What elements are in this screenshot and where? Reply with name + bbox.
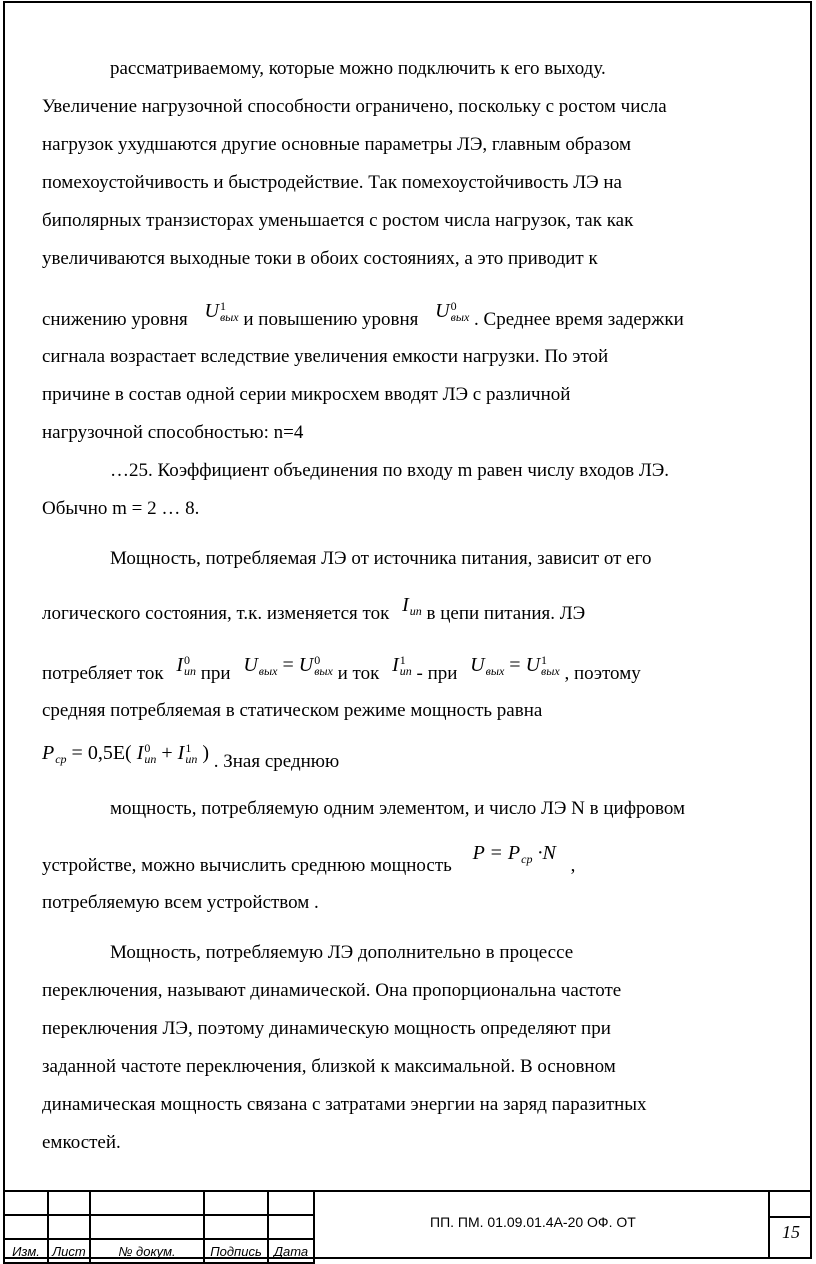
formula-uout-eq-u0: U вых = U 0 вых	[243, 653, 333, 679]
text-line: увеличиваются выходные токи в обоих состояниях, а это приводит к	[42, 248, 598, 269]
text-fragment: ,	[570, 855, 576, 876]
title-block	[3, 1190, 812, 1259]
text-line: рассматриваемому, которые можно подключить к его выходу.	[110, 58, 606, 79]
formula-u1-out: U 1 вых	[204, 299, 239, 325]
text-line: Мощность, потребляемую ЛЭ дополнительно в процессе	[110, 942, 574, 963]
formula-i-supply: I ип	[402, 594, 422, 619]
text-fragment: , поэтому	[564, 663, 641, 684]
text-line: потребляемую всем устройством .	[42, 892, 319, 913]
text-line: мощность, потребляемую одним элементом, и число ЛЭ N в цифровом	[110, 798, 686, 819]
text-line: переключения ЛЭ, поэтому динамическую мощность определяют при	[42, 1018, 611, 1039]
text-line: Увеличение нагрузочной способности ограничено, поскольку с ростом числа	[42, 96, 667, 117]
revision-table	[3, 1190, 315, 1264]
sheet-label-cell	[770, 1192, 812, 1218]
text-line-with-formulas	[42, 594, 585, 633]
document-code: ПП. ПМ. 01.09.01.4А-20 ОФ. ОТ	[430, 1214, 636, 1230]
text-line-with-formulas	[42, 654, 641, 693]
text-line: нагрузочной способностью: n=4	[42, 422, 304, 443]
text-line: …25. Коэффициент объединения по входу m равен числу входов ЛЭ.	[110, 460, 669, 481]
formula-uout-eq-u1: U вых = U 1 вых	[470, 653, 560, 679]
formula-i1: I 1 ип	[392, 653, 412, 679]
text-line: сигнала возрастает вследствие увеличения емкости нагрузки. По этой	[42, 346, 609, 367]
text-line: Мощность, потребляемая ЛЭ от источника питания, зависит от его	[110, 548, 652, 569]
text-fragment: устройстве, можно вычислить среднюю мощность	[42, 855, 452, 876]
formula-p-total: P = P ср ·N	[472, 842, 556, 867]
label-list: Лист	[48, 1239, 90, 1263]
text-fragment: потребляет ток	[42, 663, 164, 684]
text-line: емкостей.	[42, 1132, 121, 1153]
text-line: средняя потребляемая в статическом режиме мощность равна	[42, 700, 543, 721]
text-line: заданной частоте переключения, близкой к максимальной. В основном	[42, 1056, 616, 1077]
text-fragment: - при	[416, 663, 458, 684]
label-doc-number: № докум.	[90, 1239, 204, 1263]
formula-i0: I 0 ип	[176, 653, 196, 679]
text-line: биполярных транзисторах уменьшается с ростом числа нагрузок, так как	[42, 210, 634, 231]
text-line: динамическая мощность связана с затратами энергии на заряд паразитных	[42, 1094, 647, 1115]
text-line-with-formulas	[42, 842, 576, 885]
text-line-with-formulas	[42, 742, 339, 781]
text-line: Обычно m = 2 … 8.	[42, 498, 200, 519]
text-line: нагрузок ухудшаются другие основные параметры ЛЭ, главным образом	[42, 134, 631, 155]
text-line-with-formulas	[42, 300, 684, 339]
label-date: Дата	[268, 1239, 314, 1263]
text-line: помехоустойчивость и быстродействие. Так помехоустойчивость ЛЭ на	[42, 172, 622, 193]
label-signature: Подпись	[204, 1239, 268, 1263]
text-fragment: логического состояния, т.к. изменяется ток	[42, 603, 390, 624]
text-fragment: . Среднее время задержки	[474, 309, 684, 330]
text-fragment: . Зная среднюю	[213, 751, 340, 772]
text-fragment: снижению уровня	[42, 309, 188, 330]
text-fragment: при	[200, 663, 231, 684]
text-fragment: и повышению уровня	[243, 309, 419, 330]
text-fragment: в цепи питания. ЛЭ	[426, 603, 586, 624]
text-line: переключения, называют динамической. Она пропорциональна частоте	[42, 980, 622, 1001]
formula-pcp: P ср = 0,5E( I 0 ип + I 1 ип )	[42, 741, 209, 767]
label-izm: Изм.	[4, 1239, 48, 1263]
text-fragment: и ток	[337, 663, 380, 684]
formula-u0-out: U 0 вых	[435, 299, 470, 325]
document-code-cell	[313, 1190, 768, 1259]
sheet-cell	[768, 1190, 812, 1259]
text-line: причине в состав одной серии микросхем вводят ЛЭ с различной	[42, 384, 571, 405]
sheet-number: 15	[782, 1222, 800, 1242]
